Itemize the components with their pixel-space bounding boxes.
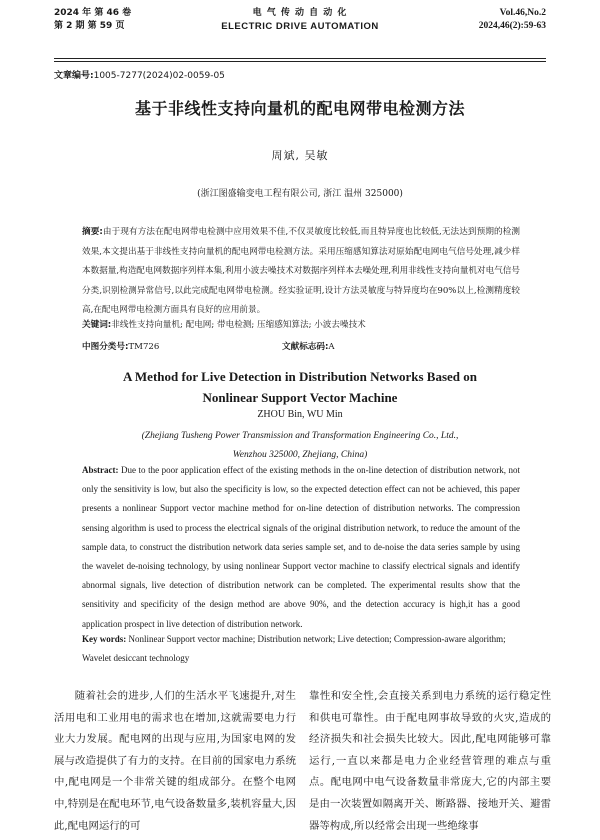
body-paragraph-left: 随着社会的进步,人们的生活水平飞速提升,对生活用电和工业用电的需求也在增加,这就需要电力行业大力发展。配电网的出现与应用,为国家电网的发展与改造提供了有力的支持。在目前的国家电力系统中,配电网是一个非常关键的组成部分。在整个电网中,特别是在配电环节,电气设备数量多,装机容量大,因此,配电网运行的可 bbox=[54, 690, 296, 832]
authors-cn: 周斌, 吴敏 bbox=[271, 149, 329, 162]
pages: 2024,46(2):59-63 bbox=[478, 21, 546, 31]
body-column-right bbox=[309, 686, 551, 837]
journal-header bbox=[54, 7, 546, 55]
volume-line: 2024 年 第 46 卷 bbox=[54, 8, 132, 18]
issue-line: 第 2 期 第 59 页 bbox=[54, 21, 125, 31]
affiliation-en-line1: (Zhejiang Tusheng Power Transmission and Transformation Engineering Co., Ltd., bbox=[141, 431, 459, 441]
classification bbox=[82, 340, 335, 352]
title-en-line2: Nonlinear Support Vector Machine bbox=[202, 390, 398, 405]
doc-code-label: 文献标志码: bbox=[282, 342, 329, 352]
title-en-line1: A Method for Live Detection in Distribution Networks Based on bbox=[122, 369, 477, 384]
abstract-cn-text: 由于现有方法在配电网带电检测中应用效果不佳,不仅灵敏度比较低,而且特异度也比较低,无法达到预期的检测效果,本文提出基于非线性支持向量机的配电网带电检测方法。采用压缩感知算法对原始配电网电气信号处理,减少样本数据量,构造配电网数据序列样本集,利用小波去噪技术对数据序列样本去噪处理,利用非线性支持向量机对电气信号分类,识别检测异常信号,以此完成配电网带电检测。经实验证明,设计方法灵敏度与特异度均在90%以上,检测精度较高,在配电网带电检测方面具有良好的应用前景。 bbox=[82, 227, 520, 315]
header-center bbox=[54, 7, 546, 33]
body-paragraph-right: 靠性和安全性,会直接关系到电力系统的运行稳定性和供电可靠性。由于配电网事故导致的火灾,造成的经济损失和社会损失比较大。因此,配电网能够可靠运行,一直以来都是电力企业经营管理的难点与重点。配电网中电气设备数量非常庞大,它的内部主要是由一次装置如隔离开关、断路器、接地开关、避雷器等构成,所以经常会出现一些绝缘事 bbox=[309, 690, 551, 832]
doc-code bbox=[282, 340, 335, 352]
body-column-left bbox=[54, 686, 296, 837]
affiliation-en bbox=[0, 427, 600, 465]
article-number bbox=[54, 68, 225, 81]
keywords-en-label: Key words: bbox=[82, 634, 127, 644]
authors-en: ZHOU Bin, WU Min bbox=[257, 409, 343, 420]
abstract-cn bbox=[82, 223, 520, 321]
abstract-en bbox=[82, 461, 520, 634]
keywords-cn bbox=[82, 318, 520, 332]
title-cn: 基于非线性支持向量机的配电网带电检测方法 bbox=[134, 99, 465, 118]
abstract-en-label: Abstract: bbox=[82, 465, 119, 475]
abstract-cn-label: 摘要: bbox=[82, 227, 103, 237]
clc-value: TM726 bbox=[128, 342, 160, 352]
journal-name-en: ELECTRIC DRIVE AUTOMATION bbox=[221, 21, 379, 32]
header-rule-bottom bbox=[54, 61, 546, 62]
vol-no: Vol.46,No.2 bbox=[499, 8, 546, 18]
header-rule-top bbox=[54, 58, 546, 59]
affiliation-en-line2: Wenzhou 325000, Zhejiang, China) bbox=[232, 450, 368, 460]
article-number-label: 文章编号: bbox=[54, 71, 94, 81]
keywords-cn-text: 非线性支持向量机; 配电网; 带电检测; 压缩感知算法; 小波去噪技术 bbox=[111, 320, 366, 330]
doc-code-value: A bbox=[328, 342, 335, 352]
clc-label: 中图分类号: bbox=[82, 342, 129, 352]
keywords-en bbox=[82, 630, 520, 668]
article-number-value: 1005-7277(2024)02-0059-05 bbox=[93, 71, 225, 81]
keywords-en-text: Nonlinear Support vector machine; Distribution network; Live detection; Compression-aware algorithm; Wavelet desiccant technology bbox=[82, 634, 506, 663]
header-right bbox=[479, 7, 546, 33]
affiliation-cn: (浙江图盛输变电工程有限公司, 浙江 温州 325000) bbox=[197, 189, 403, 199]
title-en bbox=[0, 366, 600, 408]
keywords-cn-label: 关键词: bbox=[82, 320, 112, 330]
abstract-en-text: Due to the poor application effect of the existing methods in the on-line detection of distribution network, not only the sensitivity is low, but also the specificity is low, so the expected detection effect can not be achieved, this paper presents a nonlinear Support vector machine method for on-line detection of distribution networks. The compression sensing algorithm is used to process the electrical signals of the original distribution network, to reduce the amount of the sample data, to construct the distribution network data series sample set, and to de-noise the data series sample by using the wavelet de-noising technology, by using nonlinear Support vector machine to classify electrical signals and identify abnormal signals, live detection of distribution network can be completed. The experimental results show that the sensitivity and specificity of the design method are above 90%, and the detection accuracy is high,it has a good application prospect in live detection of distribution network. bbox=[82, 465, 520, 629]
journal-name-cn: 电 气 传 动 自 动 化 bbox=[252, 8, 348, 18]
